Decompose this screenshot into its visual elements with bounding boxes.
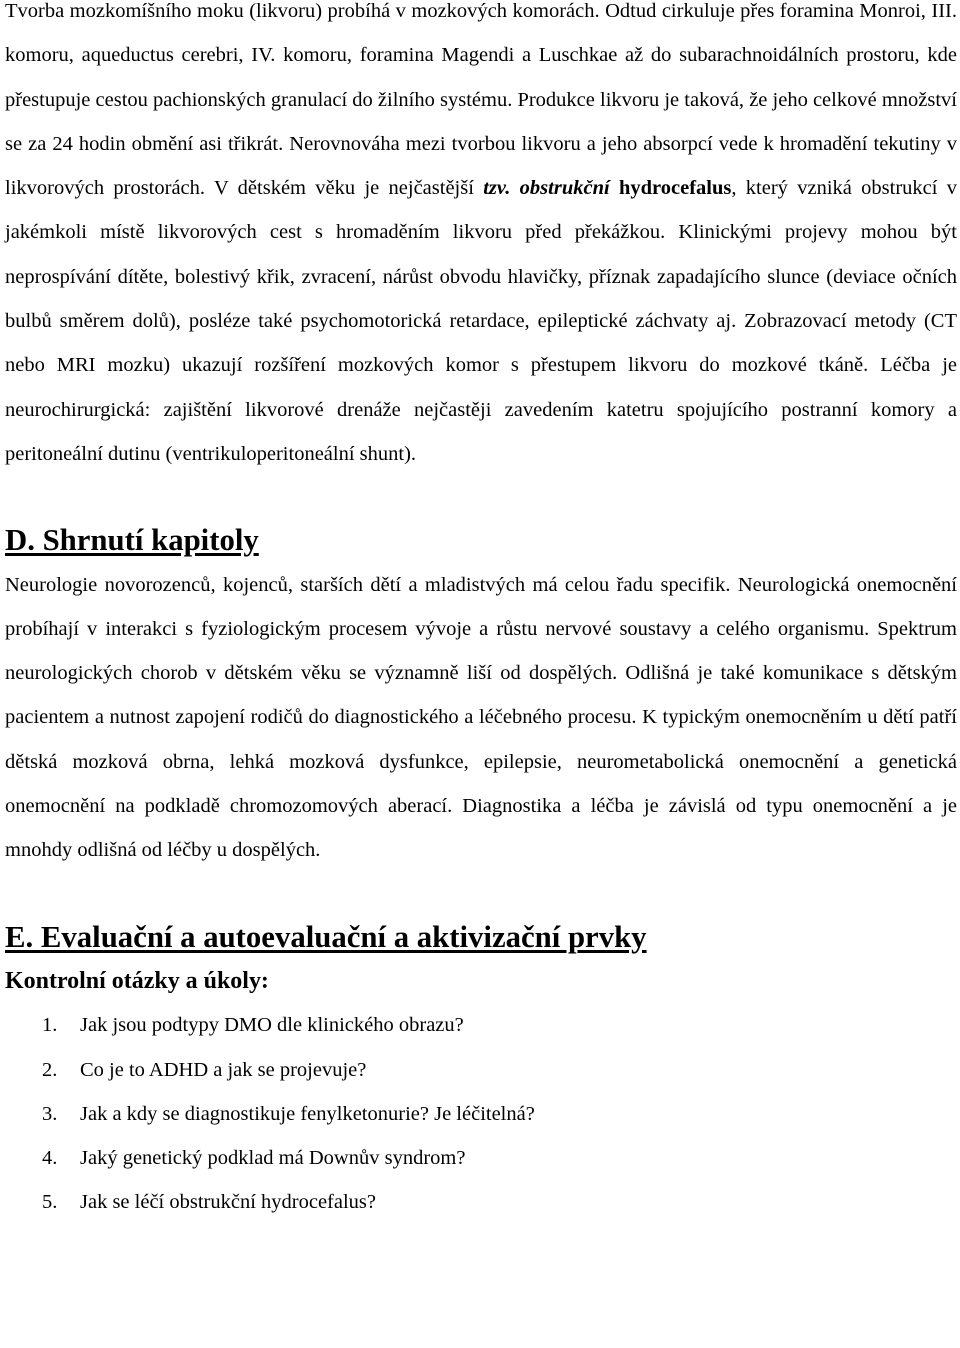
questions-subheading: Kontrolní otázky a úkoly:	[5, 967, 269, 994]
question-number: 2.	[42, 1058, 58, 1081]
question-number: 5.	[42, 1191, 58, 1214]
question-number: 1.	[42, 1014, 58, 1037]
paragraph-text: , který vzniká obstrukcí v jakémkoli místě likvorových cest s hromaděním likvoru před překážkou. Klinickými projevy mohou být neprospívání dítěte, bolestivý křik, zvracení, nárůst obvodu hlavičky, příznak zapadajícího slunce (deviace očních bulbů směrem dolů), posléze také psychomotorická retardace, epileptické záchvaty aj. Zobrazovací metody (CT nebo MRI mozku) ukazují rozšíření mozkových komor s přestupem likvoru do mozkové tkáně. Léčba je neurochirurgická: zajištění likvorové drenáže nejčastěji zavedením katetru spojujícího postranní komory a peritoneální dutinu (ventrikuloperitoneální shunt).	[5, 177, 958, 465]
section-heading-evaluation: E. Evaluační a autoevaluační a aktivizační prvky	[5, 919, 647, 954]
question-number: 3.	[42, 1102, 58, 1125]
paragraph-text: Tvorba mozkomíšního moku (likvoru) probíhá v mozkových komorách. Odtud cirkuluje přes foramina Monroi, III. komoru, aqueductus cerebri, IV. komoru, foramina Magendi a Luschkae až do subarachnoidálních prostoru, kde přestupuje cestou pachionských granulací do žilního systému. Produkce likvoru je taková, že jeho celkové množství se za 24 hodin obmění asi třikrát. Nerovnováha mezi tvorbou likvoru a jeho absorpcí vede k hromadění tekutiny v likvorových prostorách. V dětském věku je nejčastější	[5, 0, 957, 200]
question-item	[5, 1136, 957, 1180]
question-text: Jak a kdy se diagnostikuje fenylketonurie? Je léčitelná?	[80, 1102, 535, 1125]
term-hydrocefalus: hydrocefalus	[618, 177, 732, 200]
question-number: 4.	[42, 1147, 58, 1170]
question-text: Jak jsou podtypy DMO dle klinického obrazu?	[80, 1014, 464, 1037]
paragraph-text	[610, 177, 619, 199]
question-item	[5, 1003, 957, 1047]
emphasis-text: tzv. obstrukční	[483, 177, 610, 200]
section-heading-summary: D. Shrnutí kapitoly	[5, 523, 259, 558]
summary-paragraph: Neurologie novorozenců, kojenců, starších dětí a mladistvých má celou řadu specifik. Neurologická onemocnění probíhají v interakci s fyziologickým procesem vývoje a růstu nervové soustavy a celého organismu. Spektrum neurologických chorob v dětském věku se významně liší od dospělých. Odlišná je také komunikace s dětským pacientem a nutnost zapojení rodičů do diagnostického a léčebného procesu. K typickým onemocněním u dětí patří dětská mozková obrna, lehká mozková dysfunkce, epilepsie, neurometabolická onemocnění a genetická onemocnění na podkladě chromozomových aberací. Diagnostika a léčba je závislá od typu onemocnění a je mnohdy odlišná od léčby u dospělých.	[5, 573, 957, 862]
question-text: Co je to ADHD a jak se projevuje?	[80, 1058, 367, 1081]
question-text: Jak se léčí obstrukční hydrocefalus?	[80, 1191, 377, 1214]
question-item	[5, 1180, 957, 1224]
question-item	[5, 1092, 957, 1136]
hydrocephalus-paragraph	[5, 0, 957, 476]
question-text: Jaký genetický podklad má Downův syndrom?	[80, 1147, 466, 1170]
questions-list	[5, 1003, 957, 1224]
question-item	[5, 1048, 957, 1092]
